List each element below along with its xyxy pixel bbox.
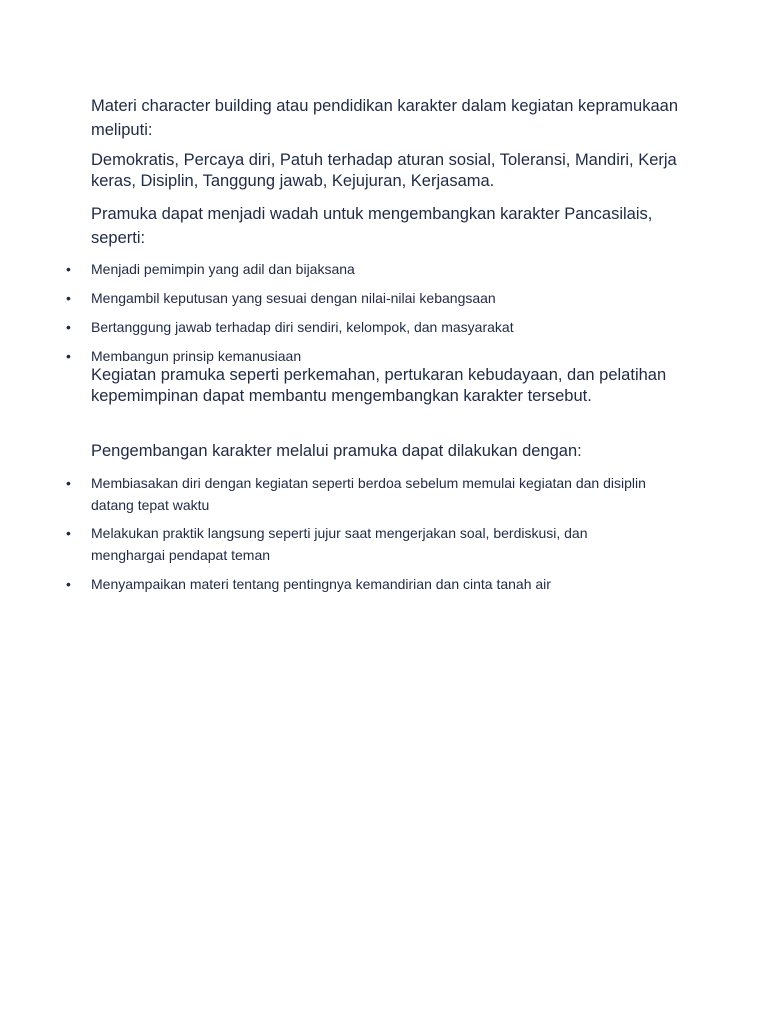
pancasila-paragraph: Pramuka dapat menjadi wadah untuk mengembangkan karakter Pancasilais, seperti: [91, 205, 653, 247]
character-values-paragraph: Demokratis, Percaya diri, Patuh terhadap aturan sosial, Toleransi, Mandiri, Kerja keras, Disiplin, Tanggung jawab, Kejujuran, Kerjasama. [91, 151, 677, 190]
bullet-icon: • [66, 576, 71, 592]
bullet-icon: • [66, 348, 71, 364]
list-item-text: Membangun prinsip kemanusiaan [91, 348, 302, 364]
bullet-icon: • [66, 290, 71, 306]
bullet-icon: • [66, 525, 71, 541]
list-item-text: Mengambil keputusan yang sesuai dengan nilai-nilai kebangsaan [91, 290, 496, 306]
development-paragraph: Pengembangan karakter melalui pramuka dapat dilakukan dengan: [91, 442, 582, 460]
list-item-text: Membiasakan diri dengan kegiatan seperti berdoa sebelum memulai kegiatan dan disiplin datang tepat waktu [91, 475, 646, 513]
list-item-text: Bertanggung jawab terhadap diri sendiri, kelompok, dan masyarakat [91, 319, 514, 335]
bullet-icon: • [66, 475, 71, 491]
list-item-text: Melakukan praktik langsung seperti jujur saat mengerjakan soal, berdiskusi, dan menghargai pendapat teman [91, 525, 588, 563]
list-item-text: Menyampaikan materi tentang pentingnya kemandirian dan cinta tanah air [91, 576, 551, 592]
bullet-icon: • [66, 319, 71, 335]
activities-paragraph: Kegiatan pramuka seperti perkemahan, pertukaran kebudayaan, dan pelatihan kepemimpinan dapat membantu mengembangkan karakter tersebut. [91, 366, 667, 405]
bullet-icon: • [66, 261, 71, 277]
list-item-text: Menjadi pemimpin yang adil dan bijaksana [91, 261, 355, 277]
intro-paragraph: Materi character building atau pendidikan karakter dalam kegiatan kepramukaan meliputi: [91, 97, 679, 139]
